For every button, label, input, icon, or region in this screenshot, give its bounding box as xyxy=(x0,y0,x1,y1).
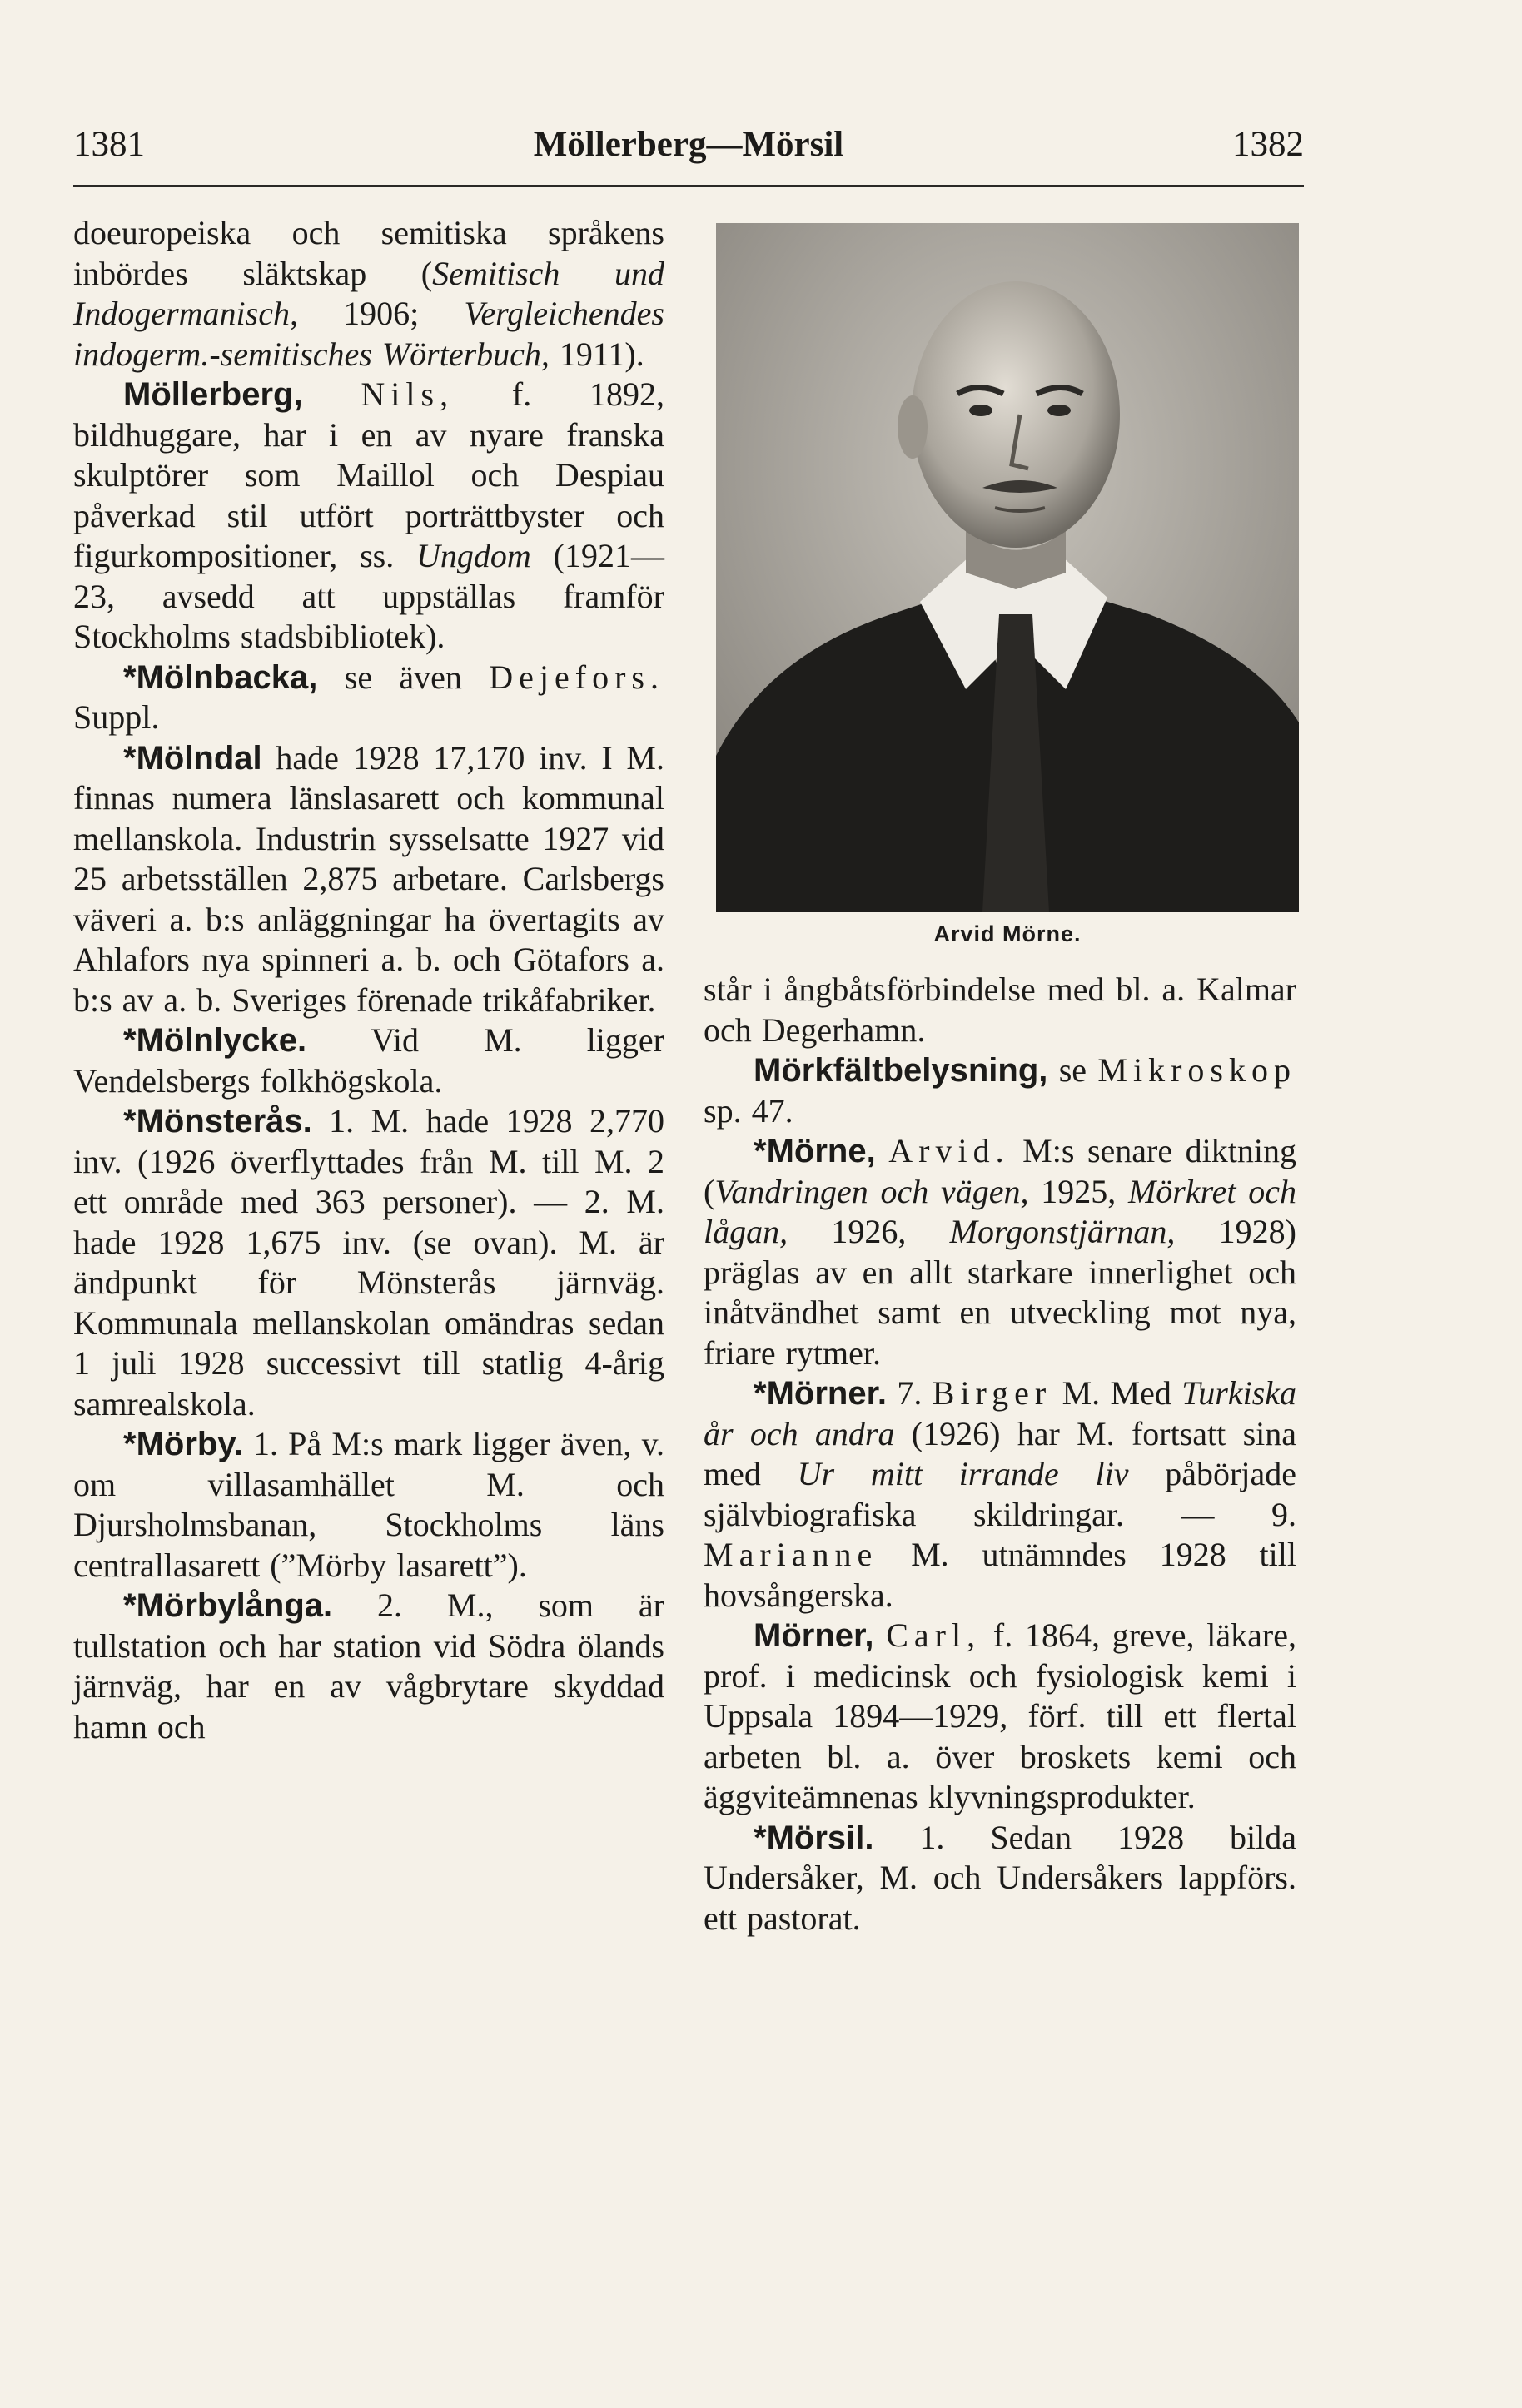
portrait-photo xyxy=(716,223,1299,912)
headword: *Mörby. xyxy=(123,1426,243,1462)
entry-molnlycke: *Mölnlycke. Vid M. ligger Vendelsbergs folkhögskola. xyxy=(73,1021,664,1100)
entry-morby: *Mörby. 1. På M:s mark ligger även, v. om villasamhället M. och Djursholmsbanan, Stockholms läns centrallasarett (”Mörby lasarett”). xyxy=(73,1425,664,1584)
page-number-left: 1381 xyxy=(73,125,145,164)
cross-reference: Mikroskop xyxy=(1097,1051,1296,1089)
headword: *Mölnlycke. xyxy=(123,1022,307,1059)
entry-morkfaltbelysning: Mörkfältbelysning, se Mikroskop sp. 47. xyxy=(704,1051,1296,1130)
entry-morner-family: *Mörner. 7. Birger M. Med Turkiska år och andra (1926) har M. fortsatt sina med Ur mitt irrande liv påbörjade självbiografiska skildringar. — 9. Marianne M. utnämndes 1928 till hovsångerska. xyxy=(704,1374,1297,1614)
headword: *Mörbylånga. xyxy=(123,1587,333,1624)
headword: *Mölndal xyxy=(123,739,262,777)
entry-morner-carl: Mörner, Carl, f. 1864, greve, läkare, prof. i medicinsk och fysiologisk kemi i Uppsala 1894—1929, förf. till ett flertal arbeten bl. a. över broskets kemi och äggviteämnenas klyvningsprodukter. xyxy=(704,1616,1297,1815)
entry-molnbacka: *Mölnbacka, se även Dejefors. Suppl. xyxy=(73,658,664,736)
headword: Möllerberg, xyxy=(123,376,303,413)
page-header xyxy=(73,118,1304,171)
entry-continuation: står i ångbåtsförbindelse med bl. a. Kalmar och Degerhamn. xyxy=(704,971,1296,1049)
right-column xyxy=(704,970,1296,1939)
entry-continuation: doeuropeiska och semitiska språkens inbördes släktskap (Semitisch und Indogermanisch, 1906; Vergleichendes indogerm.-semitisches Wörterbuch, 1911). xyxy=(73,214,664,373)
photo-caption: Arvid Mörne. xyxy=(933,921,1082,946)
entry-morbylanga: *Mörbylånga. 2. M., som är tullstation och har station vid Södra ölands järnväg, har en av vågbrytare skyddad hamn och xyxy=(73,1586,664,1745)
headword: *Mönsterås. xyxy=(123,1103,312,1139)
entry-mollerberg: Möllerberg, Nils, f. 1892, bildhuggare, har i en av nyare franska skulptörer som Maillol och Despiau påverkad stil utfört porträttbyster och figurkompositioner, ss. Ungdom (1921—23, avsedd att uppställas framför Stockholms stadsbibliotek). xyxy=(73,375,664,655)
page-title: Möllerberg—Mörsil xyxy=(533,125,844,164)
entry-morsil: *Mörsil. 1. Sedan 1928 bilda Undersåker, M. och Undersåkers lappförs. ett pastorat. xyxy=(704,1818,1296,1937)
left-column xyxy=(73,213,664,1747)
headword: *Mörner. xyxy=(754,1375,888,1412)
headword: Mörkfältbelysning, xyxy=(754,1052,1048,1089)
headword: Mörner, xyxy=(754,1617,874,1654)
entry-molndal: *Mölndal hade 1928 17,170 inv. I M. finnas numera länslasarett och kommunal mellanskola. Industrin sysselsatte 1927 vid 25 arbetsställen 2,875 arbetare. Carlsbergs väveri a. b:s anläggningar ha övertagits av Ahlafors nya spinneri a. b. och Götafors a. b:s av a. b. Sveriges förenade trikåfabriker. xyxy=(73,738,664,1019)
page-number-right: 1382 xyxy=(1232,125,1304,164)
header-rule xyxy=(73,185,1304,187)
entry-morne: *Mörne, Arvid. M:s senare diktning (Vandringen och vägen, 1925, Mörkret och lågan, 1926, Morgonstjärnan, 1928) präglas av en allt starkare innerlighet och inåtvändhet samt en utveckling mot nya, friare rytmer. xyxy=(704,1132,1297,1372)
entry-monsteras: *Mönsterås. 1. M. hade 1928 2,770 inv. (1926 överflyttades från M. till M. 2 ett område med 363 personer). — 2. M. hade 1928 1,675 inv. (se ovan). M. är ändpunkt för Mönsterås järnväg. Kommunala mellanskolan omändras sedan 1 juli 1928 successivt till statlig 4-årig samrealskola. xyxy=(73,1102,664,1422)
cross-reference: Dejefors. xyxy=(489,658,664,696)
headword: *Mölnbacka, xyxy=(123,658,318,696)
headword: *Mörne, xyxy=(754,1133,876,1169)
portrait-image xyxy=(716,223,1299,912)
headword: *Mörsil. xyxy=(754,1819,874,1856)
